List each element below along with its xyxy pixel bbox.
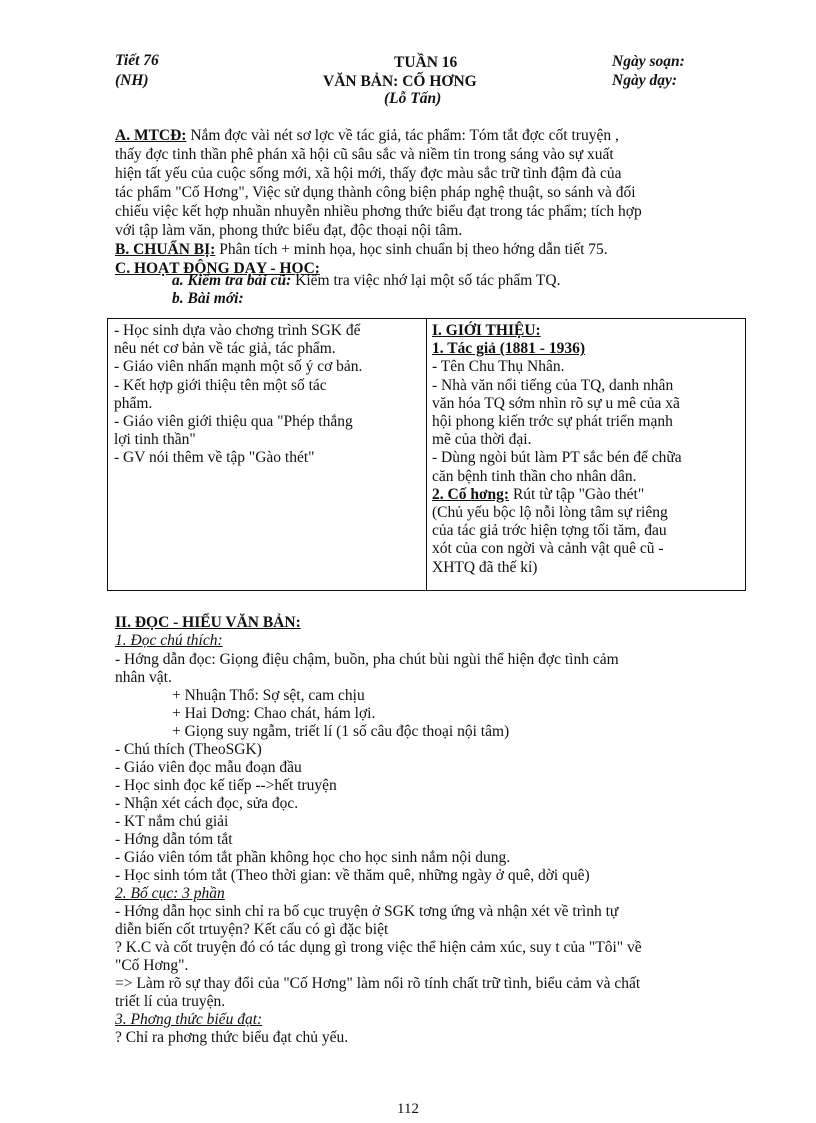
body-line: - Giáo viên tóm tắt phần không học cho học sinh nắm nội dung. (115, 849, 511, 866)
right-line: - Nhà văn nổi tiếng của TQ, danh nhân (432, 376, 674, 394)
body-line: - Học sinh đọc kế tiếp -->hết truyện (115, 777, 337, 794)
section-c-a (172, 271, 560, 290)
section-b (115, 240, 608, 259)
table-divider (426, 318, 427, 591)
reading-subheading: 1. Đọc chú thích: (115, 632, 223, 649)
new-lesson-label: b. Bài mới: (172, 290, 244, 307)
body-line: ? K.C và cốt truyện đó có tác dụng gì trong việc thể hiện cảm xúc, suy t của "Tôi" về (115, 939, 642, 956)
work-source: Rút từ tập "Gào thét" (512, 485, 645, 503)
body-line: - Học sinh tóm tắt (Theo thời gian: về thăm quê, những ngày ở quê, dời quê) (115, 867, 590, 884)
right-line: - Dùng ngòi bút làm PT sắc bén để chữa (432, 449, 682, 467)
section-a-line: với tập làm văn, phong thức biểu đạt, độc thoại nội tâm. (115, 222, 463, 239)
work-subheading: 2. Cố hơng: (432, 485, 510, 503)
content-column (432, 322, 742, 577)
left-line: nêu nét cơ bản về tác giả, tác phẩm. (114, 340, 336, 358)
lesson-number: Tiết 76 (115, 52, 159, 69)
right-line: xót của con ngời và cảnh vật quê cũ - (432, 540, 664, 558)
author-subheading: 1. Tác giả (1881 - 1936) (432, 340, 585, 358)
right-line: (Chủ yếu bộc lộ nỗi lòng tâm sự riêng (432, 504, 668, 522)
section-a-first-line (115, 126, 619, 145)
lesson-variant: (NH) (115, 72, 149, 89)
right-line: của tác giả trớc hiện tợng tối tăm, đau (432, 522, 667, 540)
left-line: - Giáo viên giới thiệu qua "Phép thắng (114, 413, 353, 431)
section-b-label: B. CHUẨN BỊ: (115, 241, 216, 258)
right-line: hội phong kiến trớc sự phát triển mạnh (432, 413, 673, 431)
left-line: - Kết hợp giới thiệu tên một số tác (114, 376, 327, 394)
right-line: - Tên Chu Thụ Nhân. (432, 358, 565, 376)
text-title: VĂN BẢN: CỐ HƠNG (323, 73, 477, 90)
section-b-text: Phân tích + minh họa, học sinh chuẩn bị theo hớng dẫn tiết 75. (219, 241, 608, 258)
body-line: triết lí của truyện. (115, 993, 226, 1010)
teach-date-label: Ngày dạy: (612, 72, 677, 89)
body-line: diễn biến cốt trtuyện? Kết cấu có gì đặc biệt (115, 921, 389, 938)
left-line: lợi tinh thần" (114, 431, 196, 449)
indent-line: + Giọng suy ngẫm, triết lí (1 số câu độc thoại nội tâm) (172, 723, 510, 740)
body-line: - Hớng dẫn học sinh chỉ ra bố cục truyện ở SGK tơng ứng và nhận xét về trình tự (115, 903, 619, 920)
work-subheading-line (432, 486, 742, 504)
section-a-line: tác phẩm "Cố Hơng", Việc sử dụng thành công biện pháp nghệ thuật, so sánh và đối (115, 184, 636, 201)
structure-subheading: 2. Bố cục: 3 phần (115, 885, 225, 902)
left-line: - Học sinh dựa vào chơng trình SGK để (114, 322, 361, 339)
right-line: văn hóa TQ sớm nhìn rõ sự u mê của xã (432, 394, 680, 412)
left-line: phẩm. (114, 394, 153, 412)
week-title: TUẦN 16 (394, 54, 458, 71)
body-line: - Giáo viên đọc mẫu đoạn đầu (115, 759, 302, 776)
section-ii-heading: II. ĐỌC - HIỂU VĂN BẢN: (115, 614, 301, 631)
intro-heading: I. GIỚI THIỆU: (432, 322, 541, 339)
body-line: => Làm rõ sự thay đổi của "Cố Hơng" làm nổi rõ tính chất trữ tình, biểu cảm và chất (115, 975, 641, 992)
body-line: nhân vật. (115, 669, 172, 686)
right-line: căn bệnh tinh thần cho nhân dân. (432, 467, 637, 485)
check-old-lesson-label: a. Kiểm tra bài cũ: (172, 272, 292, 289)
body-line: "Cố Hơng". (115, 957, 189, 974)
right-line: XHTQ đã thế kỉ) (432, 558, 538, 576)
section-a-text: Nắm đợc vài nét sơ lợc về tác giả, tác phẩm: Tóm tắt đợc cốt truyện , (190, 127, 619, 144)
prep-date-label: Ngày soạn: (612, 53, 685, 70)
left-line: - GV nói thêm về tập "Gào thét" (114, 449, 315, 467)
body-line: - Hớng dẫn tóm tắt (115, 831, 233, 848)
body-line: - KT nắm chú giải (115, 813, 229, 830)
expression-subheading: 3. Phơng thức biểu đạt: (115, 1011, 263, 1028)
body-line: - Chú thích (TheoSGK) (115, 741, 262, 758)
left-line: - Giáo viên nhấn mạnh một số ý cơ bản. (114, 358, 363, 376)
check-old-lesson-text: Kiểm tra việc nhớ lại một số tác phẩm TQ. (295, 272, 561, 289)
body-line: - Nhận xét cách đọc, sửa đọc. (115, 795, 299, 812)
page-number: 112 (397, 1101, 419, 1117)
section-a-line: hiện tất yếu của cuộc sống mới, xã hội mới, thấy đợc màu sắc trữ tình đậm đà của (115, 165, 622, 182)
author-name: (Lỗ Tấn) (384, 90, 442, 107)
body-line: ? Chỉ ra phơng thức biểu đạt chủ yếu. (115, 1029, 349, 1046)
section-c-heading: C. HOẠT ĐỘNG DẠY - HỌC: (115, 260, 320, 277)
indent-line: + Nhuận Thổ: Sợ sệt, cam chịu (172, 687, 365, 704)
indent-line: + Hai Dơng: Chao chát, hám lợi. (172, 705, 376, 722)
teacher-activities-column (114, 322, 419, 468)
body-line: - Hớng dẫn đọc: Giọng điệu chậm, buồn, pha chút bùi ngùi thể hiện đợc tình cảm (115, 651, 619, 668)
section-a-line: chiếu việc kết hợp nhuần nhuyễn nhiều phơng thức biểu đạt trong tác phẩm; tích hợp (115, 203, 642, 220)
right-line: mẽ của thời đại. (432, 431, 532, 449)
section-a-line: thấy đợc tinh thần phê phán xã hội cũ sâu sắc và niềm tin trong sáng vào sự xuất (115, 146, 614, 163)
section-a-label: A. MTCĐ: (115, 127, 187, 144)
